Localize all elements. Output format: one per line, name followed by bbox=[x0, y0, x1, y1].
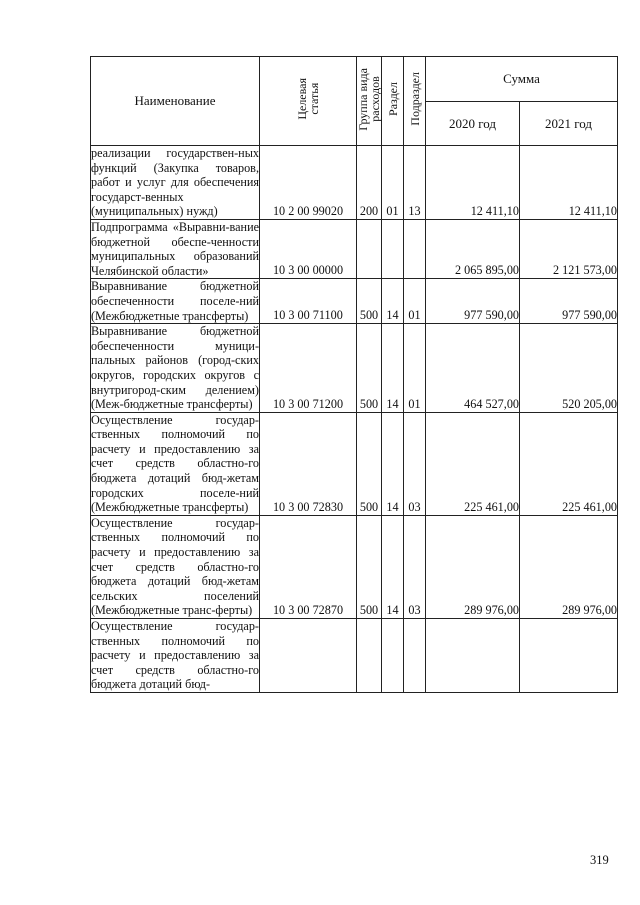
row-sum-2020: 464 527,00 bbox=[426, 324, 520, 413]
row-sum-2020: 225 461,00 bbox=[426, 412, 520, 515]
row-expense-group: 500 bbox=[357, 279, 382, 324]
row-sum-2021: 977 590,00 bbox=[520, 279, 618, 324]
page-number: 319 bbox=[590, 853, 609, 867]
col-header-2020: 2020 год bbox=[426, 102, 520, 146]
row-name: Осуществление государ-ственных полномочий по расчету и предоставлению за счет средств областно-го бюджета дотаций бюд- bbox=[91, 619, 259, 692]
row-sum-2021: 2 121 573,00 bbox=[520, 219, 618, 278]
col-header-name: Наименование bbox=[91, 57, 260, 146]
row-expense-group: 500 bbox=[357, 515, 382, 618]
row-name: Осуществление государ-ственных полномочий по расчету и предоставлению за счет средств областно-го бюджета дотаций бюд-жетам сельских поселений (Межбюджетные транс-ферты) bbox=[91, 515, 259, 618]
row-section bbox=[382, 219, 404, 278]
table-row bbox=[91, 324, 618, 413]
row-expense-group bbox=[357, 619, 382, 693]
row-expense-group: 500 bbox=[357, 412, 382, 515]
table-row bbox=[91, 146, 618, 220]
header-row bbox=[91, 57, 618, 102]
row-expense-group: 200 bbox=[357, 146, 382, 220]
row-name: реализации государствен-ных функций (Закупка товаров, работ и услуг для обеспечения государст-венных (муниципальных) нужд) bbox=[91, 146, 259, 219]
row-expense-group bbox=[357, 219, 382, 278]
row-subsection: 13 bbox=[404, 146, 426, 220]
row-section: 14 bbox=[382, 279, 404, 324]
table-row bbox=[91, 279, 618, 324]
row-target-article: 10 3 00 00000 bbox=[260, 219, 357, 278]
row-subsection bbox=[404, 219, 426, 278]
row-sum-2020: 12 411,10 bbox=[426, 146, 520, 220]
row-sum-2020: 977 590,00 bbox=[426, 279, 520, 324]
row-target-article: 10 3 00 71100 bbox=[260, 279, 357, 324]
row-sum-2021: 520 205,00 bbox=[520, 324, 618, 413]
col-header-2021: 2021 год bbox=[520, 102, 618, 146]
col-header-section: Раздел bbox=[382, 57, 404, 146]
row-sum-2021: 12 411,10 bbox=[520, 146, 618, 220]
row-target-article: 10 2 00 99020 bbox=[260, 146, 357, 220]
col-header-sum: Сумма bbox=[426, 57, 618, 102]
row-section bbox=[382, 619, 404, 693]
col-header-target-article: Целевая статья bbox=[260, 57, 357, 146]
row-expense-group: 500 bbox=[357, 324, 382, 413]
col-header-expense-group: Группа вида расходов bbox=[357, 57, 382, 146]
row-sum-2021: 225 461,00 bbox=[520, 412, 618, 515]
row-target-article: 10 3 00 72830 bbox=[260, 412, 357, 515]
row-sum-2020 bbox=[426, 619, 520, 693]
table-row bbox=[91, 515, 618, 618]
table-row bbox=[91, 412, 618, 515]
table-row bbox=[91, 219, 618, 278]
row-sum-2021: 289 976,00 bbox=[520, 515, 618, 618]
row-sum-2020: 2 065 895,00 bbox=[426, 219, 520, 278]
row-section: 14 bbox=[382, 515, 404, 618]
row-name: Выравнивание бюджетной обеспеченности муници-пальных районов (город-ских округов, городских округов с внутригород-ским делением) (Меж-бюджетные трансферты) bbox=[91, 324, 259, 412]
row-sum-2021 bbox=[520, 619, 618, 693]
row-target-article bbox=[260, 619, 357, 693]
row-name: Подпрограмма «Выравни-вание бюджетной обеспе-ченности муниципальных образований Челябинской области» bbox=[91, 219, 259, 278]
row-target-article: 10 3 00 72870 bbox=[260, 515, 357, 618]
row-section: 01 bbox=[382, 146, 404, 220]
row-subsection bbox=[404, 619, 426, 693]
row-section: 14 bbox=[382, 412, 404, 515]
col-header-subsection: Подраздел bbox=[404, 57, 426, 146]
row-subsection: 03 bbox=[404, 412, 426, 515]
row-name: Выравнивание бюджетной обеспеченности поселе-ний (Межбюджетные трансферты) bbox=[91, 279, 259, 323]
row-name: Осуществление государ-ственных полномочий по расчету и предоставлению за счет средств областно-го бюджета дотаций бюд-жетам городских поселе-ний (Межбюджетные трансферты) bbox=[91, 412, 259, 515]
row-subsection: 03 bbox=[404, 515, 426, 618]
budget-table bbox=[90, 56, 618, 693]
row-target-article: 10 3 00 71200 bbox=[260, 324, 357, 413]
table-row bbox=[91, 619, 618, 693]
row-section: 14 bbox=[382, 324, 404, 413]
row-sum-2020: 289 976,00 bbox=[426, 515, 520, 618]
row-subsection: 01 bbox=[404, 279, 426, 324]
row-subsection: 01 bbox=[404, 324, 426, 413]
